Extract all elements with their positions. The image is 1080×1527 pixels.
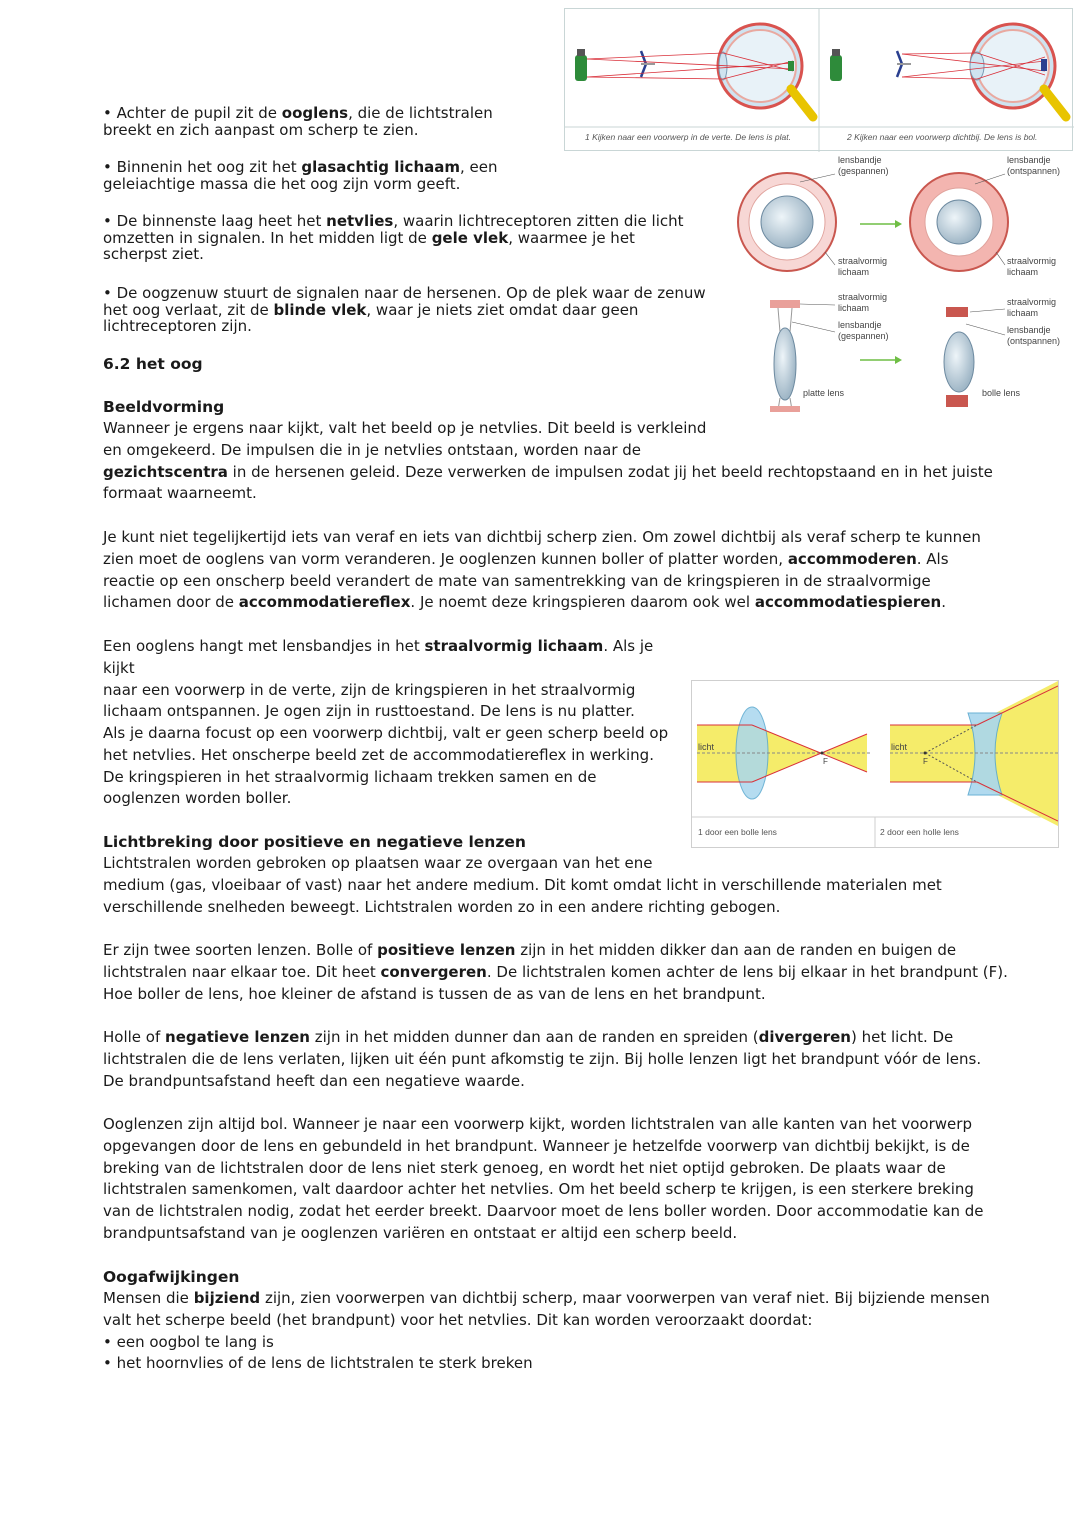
paragraph-focus: Als je daarna focust op een voorwerp dichtbij, valt er geen scherp beeld op het netvlies. Het onscherpe beeld zet de accommodatiereflex in werking. De kringspieren in het straalvormig lichaam trekken samen en de ooglenzen worden boller. xyxy=(103,724,669,808)
eye-caption-far: 1 Kijken naar een voorwerp in de verte. De lens is plat. xyxy=(585,132,792,142)
heading-oogafwijkingen: Oogafwijkingen xyxy=(103,1268,240,1286)
label-lensbandje-ontspannen: lensbandje (ontspannen) xyxy=(1007,155,1061,176)
paragraph-beeldvorming: Wanneer je ergens naar kijkt, valt het beeld op je netvlies. Dit beeld is verkleind en omgekeerd. De impulsen die in je netvlies ontstaan, worden naar de gezichtscentra in de hersenen geleid. Deze verwerken de impulsen zodat jij het beeld rechtopstaand en in het juiste formaat waarneemt. xyxy=(103,419,993,503)
bullet-glasachtig-lichaam: • Binnenin het oog zit het glasachtig lichaam, een geleiachtige massa die het oog zijn vorm geeft. xyxy=(103,158,498,193)
bullet-ooglens: • Achter de pupil zit de ooglens, die de lichtstralen breekt en zich aanpast om scherp te zien. xyxy=(103,104,493,139)
heading-lichtbreking: Lichtbreking door positieve en negatieve lenzen xyxy=(103,833,526,851)
paragraph-ooglenzen: Ooglenzen zijn altijd bol. Wanneer je naar een voorwerp kijkt, worden lichtstralen van alle kanten van het voorwerp opgevangen door de lens en gebundeld in het brandpunt. Wanneer je hetzelfde voorwerp van dichtbij bekijkt, is de breking van de lichtstralen door de lens niet sterk genoeg, en wordt het niet optijd gebroken. De plaats waar de lichtstralen samenkomen, valt daardoor achter het netvlies. Om het beeld scherp te krijgen, is een sterkere breking van de lichtstralen nodig, zodat het eerder breekt. Daarvoor moet de lens boller worden. Door accommodatie kan de brandpuntsafstand van je ooglenzen variëren en ontstaat er altijd een scherp beeld. xyxy=(103,1115,984,1242)
lens-accommodation-figure xyxy=(730,152,1075,414)
eye-panel-far xyxy=(575,24,813,117)
lens-accommodation-drawing xyxy=(730,152,1075,414)
label-brandpunt-2: F xyxy=(923,757,928,766)
label-straalvormig-lichaam-4: straalvormig lichaam xyxy=(1007,297,1057,318)
ray-diagram-drawing xyxy=(692,681,1058,847)
bullet-oogzenuw: • De oogzenuw stuurt de signalen naar de hersenen. Op de plek waar de zenuw het oog verlaat, zit de blinde vlek, waar je niets ziet omdat daar geen lichtreceptoren zijn. xyxy=(103,284,706,335)
convex-lens-panel xyxy=(697,707,870,799)
label-platte-lens: platte lens xyxy=(803,388,845,398)
label-lensbandje-ontspannen-2: lensbandje (ontspannen) xyxy=(1007,325,1061,346)
eye-caption-near: 2 Kijken naar een voorwerp dichtbij. De lens is bol. xyxy=(847,132,1038,142)
ray-caption-concave: 2 door een holle lens xyxy=(880,827,959,837)
eye-panel-near xyxy=(830,24,1066,117)
paragraph-negatieve-lenzen: Holle of negatieve lenzen zijn in het midden dunner dan aan de randen en spreiden (divergeren) het licht. De lichtstralen die de lens verlaten, lijken uit één punt afkomstig te zijn. Bij holle lenzen ligt het brandpunt vóór de lens. De brandpuntsafstand heeft dan een negatieve waarde. xyxy=(103,1028,982,1090)
paragraph-lichtbreking: Lichtstralen worden gebroken op plaatsen waar ze overgaan van het ene medium (gas, vloeibaar of vast) naar het andere medium. Dit komt omdat licht in verschillende materialen met verschillende snelheden beweegt. Lichtstralen worden zo in een andere richting gebogen. xyxy=(103,854,942,916)
label-licht-1: licht xyxy=(698,742,715,752)
label-lensbandje-gespannen: lensbandje (gespannen) xyxy=(838,155,889,176)
paragraph-oogafwijkingen: Mensen die bijziend zijn, zien voorwerpen van dichtbij scherp, maar voorwerpen van veraf niet. Bij bijziende mensen valt het scherpe beeld (het brandpunt) voor het netvlies. Dit kan worden veroorzaakt doordat: • een oogbol te lang is • het hoornvlies of de lens de lichtstralen te sterk breken xyxy=(103,1289,990,1373)
label-licht-2: licht xyxy=(891,742,908,752)
label-straalvormig-lichaam-3: straalvormig lichaam xyxy=(838,292,888,313)
label-lensbandje-gespannen-2: lensbandje (gespannen) xyxy=(838,320,889,341)
paragraph-accommoderen: Je kunt niet tegelijkertijd iets van veraf en iets van dichtbij scherp zien. Om zowel dichtbij als veraf scherp te kunnen zien moet de ooglens van vorm veranderen. Je ooglenzen kunnen boller of platter worden, accommoderen. Als reactie op een onscherp beeld verandert de mate van samentrekking van de kringspieren in de straalvormige lichamen door de accommodatiereflex. Je noemt deze kringspieren daarom ook wel accommodatiespieren. xyxy=(103,528,981,612)
concave-lens-panel xyxy=(890,681,1058,826)
label-straalvormig-lichaam-2: straalvormig lichaam xyxy=(1007,256,1057,277)
section-title: 6.2 het oog xyxy=(103,355,203,373)
eye-figure-drawing xyxy=(565,9,1074,152)
paragraph-straalvormig: Een ooglens hangt met lensbandjes in het straalvormig lichaam. Als je kijkt naar een voorwerp in de verte, zijn de kringspieren in het straalvormig lichaam ontspannen. Je ogen zijn in rusttoestand. De lens is nu platter. xyxy=(103,637,654,721)
paragraph-positieve-lenzen: Er zijn twee soorten lenzen. Bolle of positieve lenzen zijn in het midden dikker dan aan de randen en buigen de lichtstralen naar elkaar toe. Dit heet convergeren. De lichtstralen komen achter de lens bij elkaar in het brandpunt (F). Hoe boller de lens, hoe kleiner de afstand is tussen de as van de lens en het brandpunt. xyxy=(103,941,1008,1003)
ray-diagram-figure xyxy=(691,680,1059,848)
eye-figure xyxy=(564,8,1073,151)
heading-beeldvorming: Beeldvorming xyxy=(103,398,225,416)
label-bolle-lens: bolle lens xyxy=(982,388,1021,398)
label-brandpunt-1: F xyxy=(823,757,828,766)
bullet-netvlies: • De binnenste laag heet het netvlies, waarin lichtreceptoren zitten die licht omzetten in signalen. In het midden ligt de gele vlek, waarmee je het scherpst ziet. xyxy=(103,212,684,263)
ray-caption-convex: 1 door een bolle lens xyxy=(698,827,777,837)
label-straalvormig-lichaam-1: straalvormig lichaam xyxy=(838,256,888,277)
